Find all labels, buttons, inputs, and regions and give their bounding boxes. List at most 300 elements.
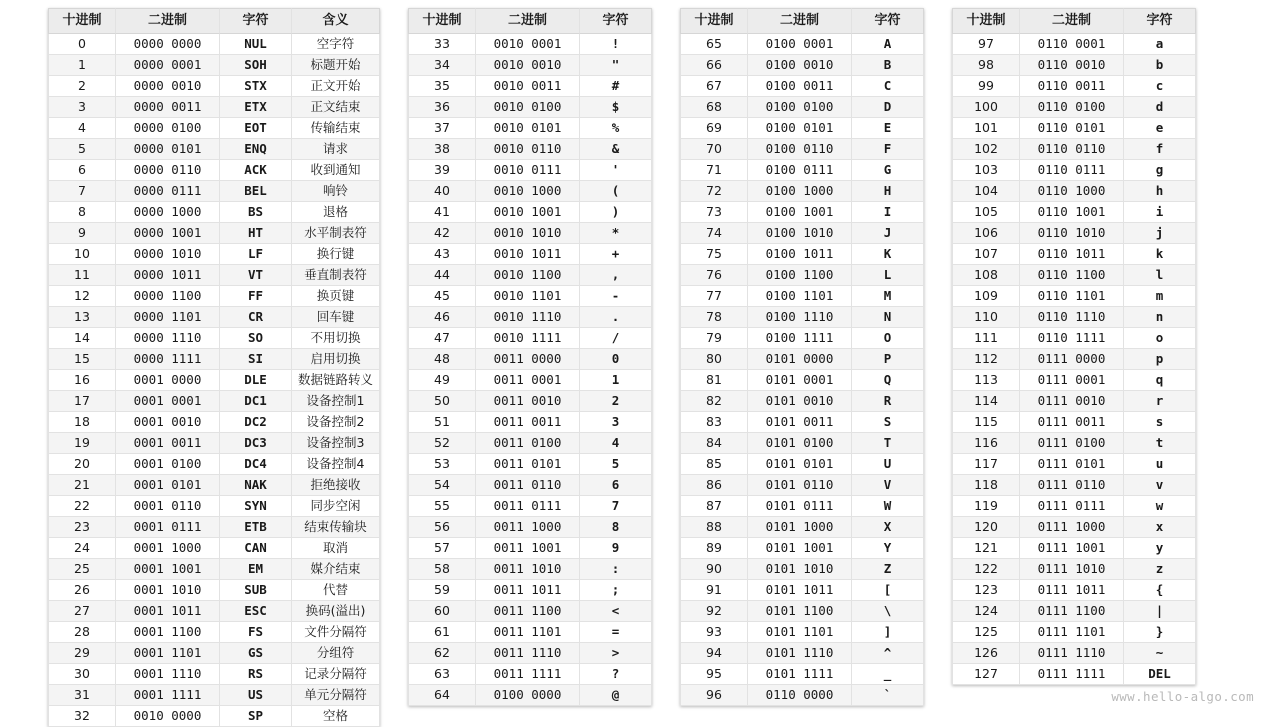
table-row <box>48 391 380 412</box>
cell-bin: 0011 0100 <box>476 433 580 454</box>
table-row <box>680 559 924 580</box>
cell-chr: \ <box>852 601 924 622</box>
cell-dec: 124 <box>952 601 1020 622</box>
cell-dec: 4 <box>48 118 116 139</box>
table-row <box>680 391 924 412</box>
cell-bin: 0110 0111 <box>1020 160 1124 181</box>
cell-chr: Q <box>852 370 924 391</box>
cell-dec: 36 <box>408 97 476 118</box>
cell-chr: 0 <box>580 349 652 370</box>
cell-chr: L <box>852 265 924 286</box>
table-row <box>48 601 380 622</box>
table-row <box>48 328 380 349</box>
cell-dec: 70 <box>680 139 748 160</box>
ascii-table-3 <box>680 8 924 706</box>
table-row <box>408 643 652 664</box>
cell-dec: 49 <box>408 370 476 391</box>
cell-chr: SI <box>220 349 292 370</box>
cell-chr: HT <box>220 223 292 244</box>
table-row <box>680 412 924 433</box>
cell-dec: 82 <box>680 391 748 412</box>
cell-chr: x <box>1124 517 1196 538</box>
cell-chr: NUL <box>220 34 292 55</box>
table-row <box>680 580 924 601</box>
table-row <box>952 139 1196 160</box>
column-header-chr: 字符 <box>580 8 652 34</box>
cell-bin: 0010 0111 <box>476 160 580 181</box>
cell-dec: 18 <box>48 412 116 433</box>
cell-chr: j <box>1124 223 1196 244</box>
cell-chr: D <box>852 97 924 118</box>
cell-dec: 83 <box>680 412 748 433</box>
cell-bin: 0110 1011 <box>1020 244 1124 265</box>
cell-dec: 19 <box>48 433 116 454</box>
cell-mean: 设备控制1 <box>292 391 380 412</box>
cell-bin: 0011 1111 <box>476 664 580 685</box>
cell-dec: 113 <box>952 370 1020 391</box>
cell-dec: 94 <box>680 643 748 664</box>
cell-dec: 67 <box>680 76 748 97</box>
table-row <box>952 307 1196 328</box>
table-row <box>48 559 380 580</box>
cell-chr: DEL <box>1124 664 1196 685</box>
cell-chr: # <box>580 76 652 97</box>
table-row <box>48 223 380 244</box>
cell-bin: 0011 0010 <box>476 391 580 412</box>
cell-chr: LF <box>220 244 292 265</box>
cell-mean: 设备控制3 <box>292 433 380 454</box>
cell-chr: RS <box>220 664 292 685</box>
cell-dec: 74 <box>680 223 748 244</box>
cell-dec: 34 <box>408 55 476 76</box>
cell-chr: @ <box>580 685 652 706</box>
table-row <box>680 55 924 76</box>
cell-bin: 0000 1011 <box>116 265 220 286</box>
cell-chr: A <box>852 34 924 55</box>
table-row <box>952 223 1196 244</box>
cell-bin: 0000 0110 <box>116 160 220 181</box>
table-row <box>48 265 380 286</box>
cell-dec: 66 <box>680 55 748 76</box>
cell-dec: 45 <box>408 286 476 307</box>
table-row <box>408 160 652 181</box>
cell-bin: 0000 0011 <box>116 97 220 118</box>
cell-chr: G <box>852 160 924 181</box>
cell-chr: p <box>1124 349 1196 370</box>
cell-dec: 112 <box>952 349 1020 370</box>
cell-dec: 29 <box>48 643 116 664</box>
table-row <box>48 412 380 433</box>
table-row <box>48 706 380 727</box>
table-row <box>48 475 380 496</box>
cell-bin: 0010 1011 <box>476 244 580 265</box>
table-row <box>408 538 652 559</box>
cell-chr: - <box>580 286 652 307</box>
cell-dec: 80 <box>680 349 748 370</box>
cell-mean: 拒绝接收 <box>292 475 380 496</box>
cell-chr: z <box>1124 559 1196 580</box>
cell-chr: DC3 <box>220 433 292 454</box>
cell-dec: 84 <box>680 433 748 454</box>
cell-chr: ` <box>852 685 924 706</box>
cell-dec: 10 <box>48 244 116 265</box>
table-row <box>408 622 652 643</box>
cell-chr: r <box>1124 391 1196 412</box>
cell-dec: 63 <box>408 664 476 685</box>
cell-chr: J <box>852 223 924 244</box>
cell-bin: 0011 0000 <box>476 349 580 370</box>
cell-chr: , <box>580 265 652 286</box>
column-header-mean: 含义 <box>292 8 380 34</box>
cell-chr: Y <box>852 538 924 559</box>
cell-dec: 71 <box>680 160 748 181</box>
table-row <box>952 160 1196 181</box>
cell-chr: ACK <box>220 160 292 181</box>
cell-chr: ENQ <box>220 139 292 160</box>
table-row <box>952 496 1196 517</box>
cell-mean: 文件分隔符 <box>292 622 380 643</box>
cell-bin: 0001 1111 <box>116 685 220 706</box>
cell-chr: 3 <box>580 412 652 433</box>
table-header-row <box>48 8 380 34</box>
cell-bin: 0100 1101 <box>748 286 852 307</box>
cell-dec: 123 <box>952 580 1020 601</box>
cell-mean: 空字符 <box>292 34 380 55</box>
table-row <box>408 97 652 118</box>
cell-chr: + <box>580 244 652 265</box>
cell-chr: P <box>852 349 924 370</box>
cell-chr: e <box>1124 118 1196 139</box>
watermark: www.hello-algo.com <box>1111 689 1254 704</box>
cell-dec: 64 <box>408 685 476 706</box>
cell-chr: / <box>580 328 652 349</box>
table-row <box>680 349 924 370</box>
cell-mean: 不用切换 <box>292 328 380 349</box>
table-row <box>952 202 1196 223</box>
cell-mean: 回车键 <box>292 307 380 328</box>
table-row <box>680 475 924 496</box>
cell-chr: m <box>1124 286 1196 307</box>
cell-dec: 97 <box>952 34 1020 55</box>
cell-bin: 0100 0000 <box>476 685 580 706</box>
cell-chr: H <box>852 181 924 202</box>
cell-bin: 0111 1111 <box>1020 664 1124 685</box>
cell-dec: 79 <box>680 328 748 349</box>
cell-chr: % <box>580 118 652 139</box>
cell-chr: 1 <box>580 370 652 391</box>
cell-dec: 30 <box>48 664 116 685</box>
cell-dec: 0 <box>48 34 116 55</box>
cell-bin: 0011 0110 <box>476 475 580 496</box>
cell-mean: 分组符 <box>292 643 380 664</box>
cell-bin: 0011 0011 <box>476 412 580 433</box>
table-header-row <box>680 8 924 34</box>
cell-mean: 请求 <box>292 139 380 160</box>
cell-dec: 53 <box>408 454 476 475</box>
cell-dec: 24 <box>48 538 116 559</box>
cell-chr: | <box>1124 601 1196 622</box>
cell-chr: EM <box>220 559 292 580</box>
cell-mean: 水平制表符 <box>292 223 380 244</box>
cell-dec: 99 <box>952 76 1020 97</box>
table-row <box>48 286 380 307</box>
cell-bin: 0001 0001 <box>116 391 220 412</box>
cell-dec: 47 <box>408 328 476 349</box>
cell-bin: 0101 1100 <box>748 601 852 622</box>
cell-bin: 0111 0111 <box>1020 496 1124 517</box>
cell-chr: ! <box>580 34 652 55</box>
cell-bin: 0000 1111 <box>116 349 220 370</box>
column-header-chr: 字符 <box>852 8 924 34</box>
table-row <box>952 517 1196 538</box>
table-row <box>48 664 380 685</box>
cell-dec: 62 <box>408 643 476 664</box>
cell-dec: 2 <box>48 76 116 97</box>
cell-bin: 0001 0100 <box>116 454 220 475</box>
cell-bin: 0101 1111 <box>748 664 852 685</box>
cell-chr: 4 <box>580 433 652 454</box>
cell-dec: 119 <box>952 496 1020 517</box>
cell-bin: 0011 1001 <box>476 538 580 559</box>
table-row <box>952 538 1196 559</box>
cell-dec: 87 <box>680 496 748 517</box>
cell-chr: ~ <box>1124 643 1196 664</box>
cell-mean: 退格 <box>292 202 380 223</box>
cell-dec: 33 <box>408 34 476 55</box>
cell-dec: 22 <box>48 496 116 517</box>
table-row <box>680 265 924 286</box>
column-header-bin: 二进制 <box>116 8 220 34</box>
table-row <box>952 328 1196 349</box>
cell-dec: 117 <box>952 454 1020 475</box>
cell-mean: 正文结束 <box>292 97 380 118</box>
table-row <box>680 517 924 538</box>
table-row <box>680 664 924 685</box>
cell-bin: 0010 0110 <box>476 139 580 160</box>
table-row <box>408 223 652 244</box>
column-header-bin: 二进制 <box>748 8 852 34</box>
cell-chr: DC1 <box>220 391 292 412</box>
table-row <box>952 475 1196 496</box>
cell-mean: 换页键 <box>292 286 380 307</box>
cell-bin: 0100 0101 <box>748 118 852 139</box>
table-row <box>952 391 1196 412</box>
cell-bin: 0101 1001 <box>748 538 852 559</box>
cell-bin: 0000 1100 <box>116 286 220 307</box>
cell-bin: 0101 0100 <box>748 433 852 454</box>
cell-chr: CR <box>220 307 292 328</box>
cell-bin: 0011 0001 <box>476 370 580 391</box>
cell-bin: 0000 0010 <box>116 76 220 97</box>
cell-bin: 0001 1100 <box>116 622 220 643</box>
cell-dec: 93 <box>680 622 748 643</box>
cell-dec: 28 <box>48 622 116 643</box>
cell-chr: C <box>852 76 924 97</box>
cell-bin: 0111 1010 <box>1020 559 1124 580</box>
table-row <box>952 118 1196 139</box>
cell-chr: SUB <box>220 580 292 601</box>
cell-bin: 0101 1010 <box>748 559 852 580</box>
table-row <box>48 370 380 391</box>
cell-chr: T <box>852 433 924 454</box>
cell-dec: 5 <box>48 139 116 160</box>
cell-bin: 0000 1110 <box>116 328 220 349</box>
cell-chr: STX <box>220 76 292 97</box>
cell-bin: 0100 1100 <box>748 265 852 286</box>
cell-bin: 0111 1001 <box>1020 538 1124 559</box>
cell-bin: 0110 0010 <box>1020 55 1124 76</box>
cell-dec: 54 <box>408 475 476 496</box>
table-row <box>680 139 924 160</box>
column-header-chr: 字符 <box>1124 8 1196 34</box>
cell-chr: ) <box>580 202 652 223</box>
table-row <box>48 55 380 76</box>
cell-dec: 111 <box>952 328 1020 349</box>
table-row <box>952 580 1196 601</box>
table-row <box>952 601 1196 622</box>
cell-mean: 换行键 <box>292 244 380 265</box>
cell-dec: 120 <box>952 517 1020 538</box>
cell-chr: h <box>1124 181 1196 202</box>
cell-chr: E <box>852 118 924 139</box>
cell-bin: 0101 0101 <box>748 454 852 475</box>
cell-bin: 0000 0111 <box>116 181 220 202</box>
table-row <box>680 538 924 559</box>
cell-chr: s <box>1124 412 1196 433</box>
cell-bin: 0011 1101 <box>476 622 580 643</box>
cell-mean: 设备控制2 <box>292 412 380 433</box>
table-row <box>48 643 380 664</box>
cell-chr: FF <box>220 286 292 307</box>
cell-bin: 0110 1010 <box>1020 223 1124 244</box>
cell-dec: 7 <box>48 181 116 202</box>
cell-dec: 89 <box>680 538 748 559</box>
table-row <box>680 160 924 181</box>
cell-mean: 取消 <box>292 538 380 559</box>
cell-bin: 0001 1110 <box>116 664 220 685</box>
cell-chr: O <box>852 328 924 349</box>
cell-chr: BS <box>220 202 292 223</box>
cell-dec: 81 <box>680 370 748 391</box>
cell-dec: 92 <box>680 601 748 622</box>
table-row <box>952 433 1196 454</box>
cell-chr: " <box>580 55 652 76</box>
cell-chr: S <box>852 412 924 433</box>
cell-bin: 0100 0010 <box>748 55 852 76</box>
cell-dec: 44 <box>408 265 476 286</box>
table-row <box>48 433 380 454</box>
cell-chr: b <box>1124 55 1196 76</box>
table-row <box>48 244 380 265</box>
cell-bin: 0101 0111 <box>748 496 852 517</box>
cell-dec: 114 <box>952 391 1020 412</box>
cell-chr: q <box>1124 370 1196 391</box>
cell-chr: DC2 <box>220 412 292 433</box>
cell-bin: 0110 1110 <box>1020 307 1124 328</box>
cell-dec: 76 <box>680 265 748 286</box>
cell-chr: u <box>1124 454 1196 475</box>
cell-chr: i <box>1124 202 1196 223</box>
cell-mean: 换码(溢出) <box>292 601 380 622</box>
cell-mean: 记录分隔符 <box>292 664 380 685</box>
cell-bin: 0001 1010 <box>116 580 220 601</box>
cell-dec: 14 <box>48 328 116 349</box>
cell-mean: 设备控制4 <box>292 454 380 475</box>
table-row <box>408 391 652 412</box>
table-row <box>48 622 380 643</box>
table-header-row <box>952 8 1196 34</box>
cell-bin: 0111 0110 <box>1020 475 1124 496</box>
table-header-row <box>408 8 652 34</box>
cell-chr: BEL <box>220 181 292 202</box>
cell-mean: 垂直制表符 <box>292 265 380 286</box>
cell-dec: 42 <box>408 223 476 244</box>
cell-dec: 31 <box>48 685 116 706</box>
table-row <box>680 118 924 139</box>
cell-dec: 72 <box>680 181 748 202</box>
cell-chr: n <box>1124 307 1196 328</box>
cell-dec: 98 <box>952 55 1020 76</box>
table-row <box>952 34 1196 55</box>
table-row <box>408 349 652 370</box>
cell-dec: 103 <box>952 160 1020 181</box>
cell-bin: 0011 0101 <box>476 454 580 475</box>
table-row <box>48 349 380 370</box>
table-row <box>680 202 924 223</box>
cell-bin: 0101 1110 <box>748 643 852 664</box>
cell-dec: 27 <box>48 601 116 622</box>
cell-bin: 0111 1110 <box>1020 643 1124 664</box>
cell-chr: v <box>1124 475 1196 496</box>
ascii-table-1 <box>48 8 380 727</box>
cell-bin: 0101 0110 <box>748 475 852 496</box>
cell-chr: _ <box>852 664 924 685</box>
cell-chr: ] <box>852 622 924 643</box>
cell-chr: M <box>852 286 924 307</box>
cell-bin: 0001 1101 <box>116 643 220 664</box>
cell-dec: 60 <box>408 601 476 622</box>
ascii-table-2 <box>408 8 652 706</box>
table-row <box>408 685 652 706</box>
cell-dec: 91 <box>680 580 748 601</box>
table-row <box>952 454 1196 475</box>
cell-bin: 0000 1000 <box>116 202 220 223</box>
column-header-bin: 二进制 <box>476 8 580 34</box>
cell-bin: 0111 1100 <box>1020 601 1124 622</box>
cell-chr: ? <box>580 664 652 685</box>
cell-mean: 结束传输块 <box>292 517 380 538</box>
cell-bin: 0010 0001 <box>476 34 580 55</box>
cell-dec: 26 <box>48 580 116 601</box>
cell-dec: 21 <box>48 475 116 496</box>
cell-bin: 0110 0000 <box>748 685 852 706</box>
cell-chr: 5 <box>580 454 652 475</box>
table-row <box>952 76 1196 97</box>
cell-dec: 41 <box>408 202 476 223</box>
cell-chr: ETB <box>220 517 292 538</box>
table-row <box>680 97 924 118</box>
column-header-dec: 十进制 <box>48 8 116 34</box>
table-row <box>952 559 1196 580</box>
cell-dec: 126 <box>952 643 1020 664</box>
table-row <box>408 475 652 496</box>
cell-bin: 0100 1111 <box>748 328 852 349</box>
cell-bin: 0000 1101 <box>116 307 220 328</box>
cell-chr: VT <box>220 265 292 286</box>
cell-bin: 0001 0111 <box>116 517 220 538</box>
table-row <box>408 34 652 55</box>
table-row <box>680 76 924 97</box>
